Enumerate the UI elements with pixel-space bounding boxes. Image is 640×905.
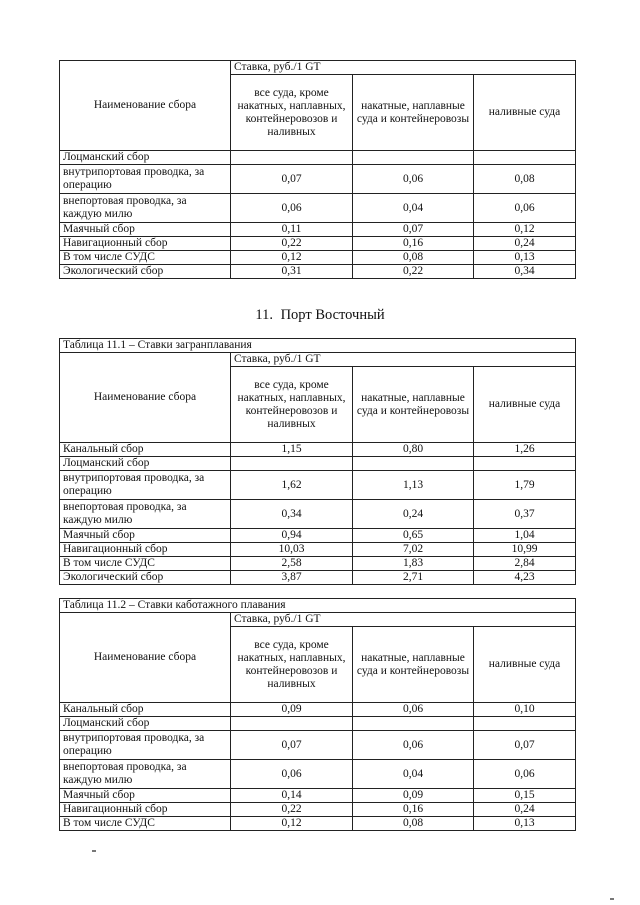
table-row [60, 194, 576, 223]
rate-value-cell: 0,06 [474, 760, 576, 789]
section-heading [0, 307, 640, 324]
header-col-general: все суда, кроме накатных, наплавных, контейнеровозов и наливных [231, 627, 353, 703]
rate-value-cell [231, 457, 353, 471]
rate-value-cell: 0,08 [474, 165, 576, 194]
fee-name-cell: Экологический сбор [60, 265, 231, 279]
rate-value-cell: 0,37 [474, 500, 576, 529]
table-row [60, 717, 576, 731]
rate-value-cell: 1,26 [474, 443, 576, 457]
rate-value-cell [353, 457, 474, 471]
rate-value-cell: 0,13 [474, 251, 576, 265]
rate-value-cell [353, 717, 474, 731]
rate-value-cell: 0,04 [353, 194, 474, 223]
rate-value-cell: 1,15 [231, 443, 353, 457]
rate-value-cell: 0,07 [474, 731, 576, 760]
fee-name-cell: внутрипортовая проводка, за операцию [60, 165, 231, 194]
fee-name-cell: Навигационный сбор [60, 803, 231, 817]
rate-value-cell: 0,12 [474, 223, 576, 237]
table-row [60, 543, 576, 557]
fee-name-cell: В том числе СУДС [60, 817, 231, 831]
table-row [60, 251, 576, 265]
rate-value-cell: 0,10 [474, 703, 576, 717]
rate-value-cell: 2,71 [353, 571, 474, 585]
rate-value-cell [474, 717, 576, 731]
fee-name-cell: внепортовая проводка, за каждую милю [60, 500, 231, 529]
rates-table-continued [59, 60, 576, 279]
header-fee-name: Наименование сбора [60, 61, 231, 151]
table-row [60, 703, 576, 717]
rate-value-cell: 0,06 [474, 194, 576, 223]
rate-value-cell: 0,94 [231, 529, 353, 543]
rate-value-cell: 1,13 [353, 471, 474, 500]
table-row [60, 557, 576, 571]
rate-value-cell: 1,83 [353, 557, 474, 571]
rate-value-cell: 0,11 [231, 223, 353, 237]
rate-value-cell [231, 151, 353, 165]
table-row [60, 803, 576, 817]
fee-name-cell: Лоцманский сбор [60, 717, 231, 731]
rate-value-cell: 4,23 [474, 571, 576, 585]
rate-value-cell: 0,34 [231, 500, 353, 529]
fee-name-cell: Канальный сбор [60, 443, 231, 457]
rate-value-cell: 2,84 [474, 557, 576, 571]
rate-value-cell: 0,16 [353, 237, 474, 251]
fee-name-cell: В том числе СУДС [60, 251, 231, 265]
header-col-roro: накатные, наплавные суда и контейнеровозы [353, 75, 474, 151]
rate-value-cell: 0,15 [474, 789, 576, 803]
rate-value-cell: 0,24 [474, 803, 576, 817]
rate-value-cell: 0,09 [231, 703, 353, 717]
rate-value-cell [474, 457, 576, 471]
header-rate: Ставка, руб./1 GT [231, 61, 576, 75]
table-row [60, 571, 576, 585]
fee-name-cell: внутрипортовая проводка, за операцию [60, 731, 231, 760]
rate-value-cell: 0,14 [231, 789, 353, 803]
header-col-general: все суда, кроме накатных, наплавных, контейнеровозов и наливных [231, 75, 353, 151]
header-col-roro: накатные, наплавные суда и контейнеровозы [353, 367, 474, 443]
rate-value-cell: 0,16 [353, 803, 474, 817]
table-row [60, 731, 576, 760]
header-col-tankers: наливные суда [474, 367, 576, 443]
fee-name-cell: Маячный сбор [60, 529, 231, 543]
rate-value-cell: 0,24 [474, 237, 576, 251]
table-caption: Таблица 11.1 – Ставки загранплавания [60, 339, 576, 353]
table-row [60, 500, 576, 529]
fee-name-cell: Канальный сбор [60, 703, 231, 717]
rate-value-cell: 3,87 [231, 571, 353, 585]
header-fee-name: Наименование сбора [60, 613, 231, 703]
rate-value-cell: 7,02 [353, 543, 474, 557]
rate-value-cell: 0,22 [231, 237, 353, 251]
table-row [60, 471, 576, 500]
table-row [60, 223, 576, 237]
scan-speck [92, 850, 96, 852]
rate-value-cell: 0,24 [353, 500, 474, 529]
rates-table-foreign [59, 338, 576, 585]
rate-value-cell: 0,34 [474, 265, 576, 279]
header-col-tankers: наливные суда [474, 75, 576, 151]
table-row [60, 165, 576, 194]
rate-value-cell: 1,04 [474, 529, 576, 543]
rate-value-cell: 0,12 [231, 817, 353, 831]
fee-name-cell: В том числе СУДС [60, 557, 231, 571]
header-col-general: все суда, кроме накатных, наплавных, контейнеровозов и наливных [231, 367, 353, 443]
fee-name-cell: Маячный сбор [60, 789, 231, 803]
table-row [60, 760, 576, 789]
table-row [60, 789, 576, 803]
rate-value-cell: 2,58 [231, 557, 353, 571]
fee-name-cell: Навигационный сбор [60, 543, 231, 557]
table-row [60, 817, 576, 831]
rate-value-cell: 0,07 [231, 165, 353, 194]
fee-name-cell: внутрипортовая проводка, за операцию [60, 471, 231, 500]
rate-value-cell: 0,12 [231, 251, 353, 265]
rate-value-cell: 0,65 [353, 529, 474, 543]
rate-value-cell [353, 151, 474, 165]
rate-value-cell: 10,99 [474, 543, 576, 557]
section-title: Порт Восточный [280, 307, 385, 323]
rate-value-cell: 0,04 [353, 760, 474, 789]
table-row [60, 529, 576, 543]
rate-value-cell: 0,08 [353, 251, 474, 265]
fee-name-cell: внепортовая проводка, за каждую милю [60, 760, 231, 789]
rate-value-cell: 0,06 [353, 731, 474, 760]
rates-table-coastal [59, 598, 576, 831]
rate-value-cell: 0,22 [231, 803, 353, 817]
header-rate: Ставка, руб./1 GT [231, 353, 576, 367]
table-caption: Таблица 11.2 – Ставки каботажного плавания [60, 599, 576, 613]
rate-value-cell: 0,08 [353, 817, 474, 831]
section-number: 11. [255, 307, 273, 323]
header-col-tankers: наливные суда [474, 627, 576, 703]
rate-value-cell: 0,06 [353, 165, 474, 194]
rate-value-cell [474, 151, 576, 165]
rate-value-cell: 0,31 [231, 265, 353, 279]
table-row [60, 151, 576, 165]
rate-value-cell: 1,79 [474, 471, 576, 500]
rate-value-cell: 10,03 [231, 543, 353, 557]
rate-value-cell [231, 717, 353, 731]
table-row [60, 237, 576, 251]
rate-value-cell: 0,22 [353, 265, 474, 279]
rate-value-cell: 0,09 [353, 789, 474, 803]
fee-name-cell: Маячный сбор [60, 223, 231, 237]
table-row [60, 265, 576, 279]
rate-value-cell: 0,07 [231, 731, 353, 760]
rate-value-cell: 1,62 [231, 471, 353, 500]
rate-value-cell: 0,80 [353, 443, 474, 457]
rate-value-cell: 0,06 [231, 760, 353, 789]
fee-name-cell: внепортовая проводка, за каждую милю [60, 194, 231, 223]
rate-value-cell: 0,06 [231, 194, 353, 223]
rate-value-cell: 0,13 [474, 817, 576, 831]
scan-speck [610, 898, 614, 900]
header-fee-name: Наименование сбора [60, 353, 231, 443]
rate-value-cell: 0,07 [353, 223, 474, 237]
table-row [60, 457, 576, 471]
header-rate: Ставка, руб./1 GT [231, 613, 576, 627]
table-row [60, 443, 576, 457]
fee-name-cell: Лоцманский сбор [60, 151, 231, 165]
fee-name-cell: Лоцманский сбор [60, 457, 231, 471]
rate-value-cell: 0,06 [353, 703, 474, 717]
header-col-roro: накатные, наплавные суда и контейнеровозы [353, 627, 474, 703]
fee-name-cell: Экологический сбор [60, 571, 231, 585]
fee-name-cell: Навигационный сбор [60, 237, 231, 251]
